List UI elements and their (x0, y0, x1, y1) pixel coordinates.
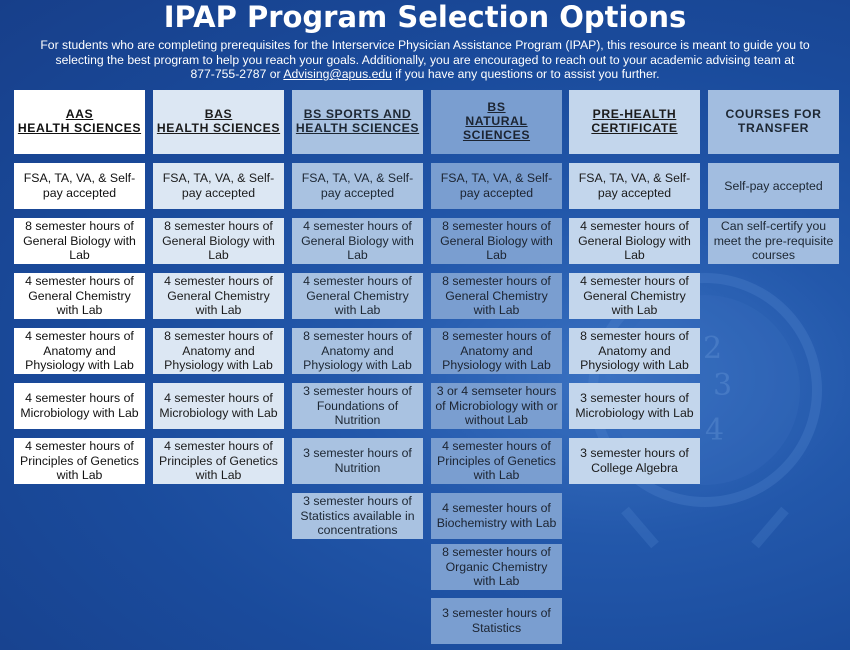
advising-phone: 877-755-2787 or (190, 67, 281, 81)
table-cell: 4 semester hours of Principles of Genetics with Lab (14, 438, 145, 484)
table-cell: 8 semester hours of General Biology with Lab (431, 218, 562, 264)
column-header-bs-sports-health-sciences: BS SPORTS AND HEALTH SCIENCES (292, 90, 423, 154)
table-cell: 4 semester hours of Microbiology with Lab (153, 383, 284, 429)
table-cell: 4 semester hours of General Chemistry with Lab (14, 273, 145, 319)
table-cell: 4 semester hours of Anatomy and Physiology with Lab (14, 328, 145, 374)
table-cell: 8 semester hours of Organic Chemistry with Lab (431, 544, 562, 590)
intro-line-1: For students who are completing prerequisites for the Interservice Physician Assistance Program (IPAP), this resource is meant to guide you to (40, 38, 810, 52)
column-header-pre-health-certificate: PRE-HEALTH CERTIFICATE (569, 90, 700, 154)
column-header-aas-health-sciences: AAS HEALTH SCIENCES (14, 90, 145, 154)
svg-text:3: 3 (713, 368, 733, 403)
table-cell: 3 or 4 semseter hours of Microbiology with or without Lab (431, 383, 562, 429)
table-cell: 4 semester hours of General Chemistry with Lab (569, 273, 700, 319)
table-cell: 4 semester hours of General Biology with Lab (569, 218, 700, 264)
table-cell: 3 semester hours of Nutrition (292, 438, 423, 484)
table-cell: 8 semester hours of Anatomy and Physiology with Lab (292, 328, 423, 374)
table-cell: 4 semester hours of Microbiology with Lab (14, 383, 145, 429)
table-cell: 3 semester hours of Microbiology with Lab (569, 383, 700, 429)
table-cell: 3 semester hours of College Algebra (569, 438, 700, 484)
table-cell: 4 semester hours of Biochemistry with Lab (431, 493, 562, 539)
page-title: IPAP Program Selection Options (163, 0, 687, 34)
table-cell: FSA, TA, VA, & Self-pay accepted (569, 163, 700, 209)
table-cell: 8 semester hours of Anatomy and Physiology with Lab (431, 328, 562, 374)
table-cell: 4 semester hours of Principles of Genetics with Lab (153, 438, 284, 484)
table-cell: 4 semester hours of General Biology with Lab (292, 218, 423, 264)
svg-text:4: 4 (705, 413, 725, 448)
table-cell: 4 semester hours of General Chemistry with Lab (292, 273, 423, 319)
intro-tail: if you have any questions or to assist you further. (395, 67, 660, 81)
table-cell: FSA, TA, VA, & Self-pay accepted (153, 163, 284, 209)
intro-line-3 (20, 67, 830, 82)
intro-line-2: selecting the best program to help you reach your goals. Additionally, you are encouraged to reach out to your academic advising team at (55, 52, 795, 67)
table-cell: 3 semester hours of Statistics (431, 598, 562, 644)
table-cell: 3 semester hours of Statistics available in concentrations (292, 493, 423, 539)
table-cell: 3 semester hours of Foundations of Nutrition (292, 383, 423, 429)
table-cell: FSA, TA, VA, & Self-pay accepted (292, 163, 423, 209)
table-cell: 8 semester hours of Anatomy and Physiology with Lab (153, 328, 284, 374)
table-cell: 8 semester hours of Anatomy and Physiology with Lab (569, 328, 700, 374)
table-cell: FSA, TA, VA, & Self-pay accepted (14, 163, 145, 209)
table-cell: 8 semester hours of General Biology with Lab (14, 218, 145, 264)
svg-text:2: 2 (703, 331, 723, 366)
table-cell: Can self-certify you meet the pre-requisite courses (708, 218, 839, 264)
advising-email-link[interactable]: Advising@apus.edu (283, 67, 392, 81)
column-header-bs-natural-sciences: BS NATURAL SCIENCES (431, 90, 562, 154)
table-cell: 8 semester hours of General Biology with Lab (153, 218, 284, 264)
table-cell: FSA, TA, VA, & Self-pay accepted (431, 163, 562, 209)
column-header-bas-health-sciences: BAS HEALTH SCIENCES (153, 90, 284, 154)
table-cell: Self-pay accepted (708, 163, 839, 209)
table-cell: 4 semester hours of Principles of Genetics with Lab (431, 438, 562, 484)
table-cell: 4 semester hours of General Chemistry with Lab (153, 273, 284, 319)
table-cell: 8 semester hours of General Chemistry with Lab (431, 273, 562, 319)
intro-text (20, 38, 830, 82)
column-header-courses-for-transfer: COURSES FOR TRANSFER (708, 90, 839, 154)
